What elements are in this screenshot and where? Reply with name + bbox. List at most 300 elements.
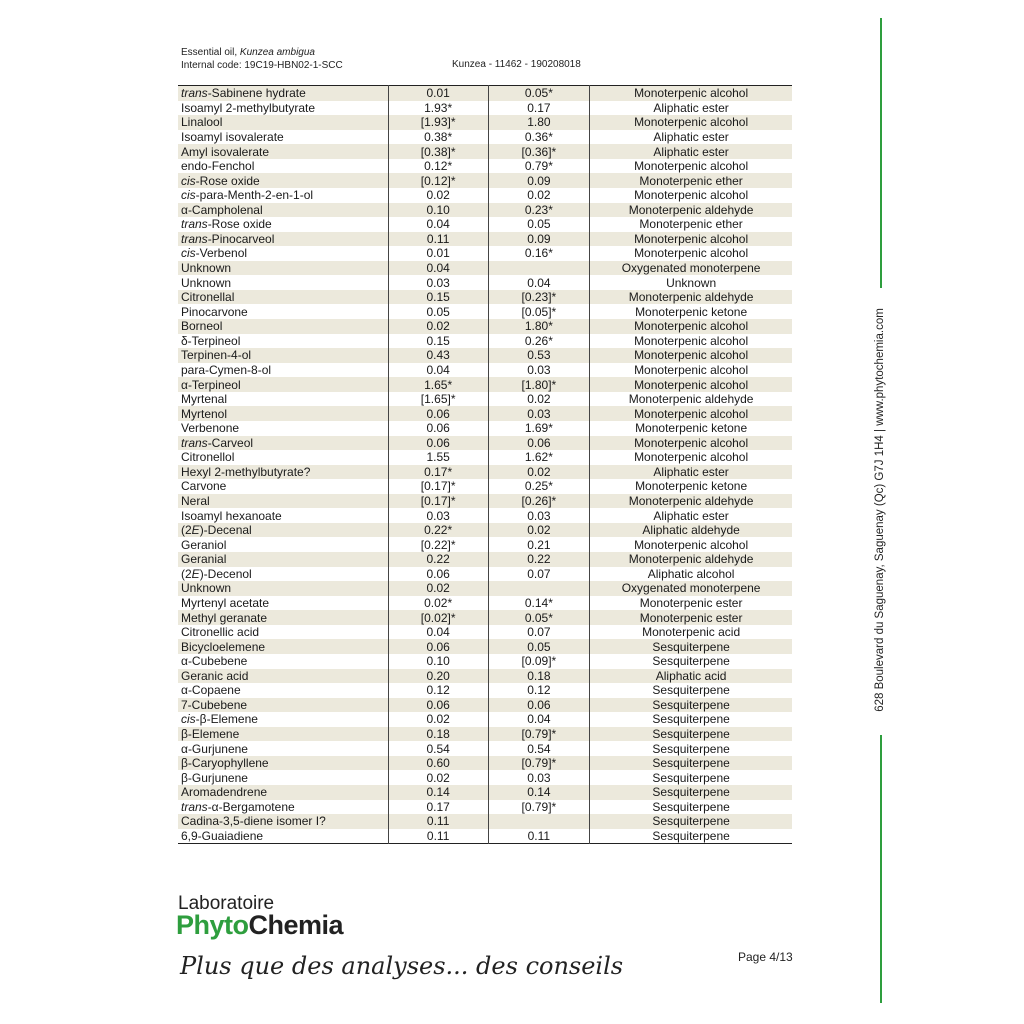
value-col-1: 0.18 [388, 727, 488, 742]
compound-name [178, 698, 388, 713]
compound-class: Sesquiterpene [590, 654, 792, 669]
compound-name [178, 115, 388, 130]
compound-class: Sesquiterpene [590, 829, 792, 844]
value-col-1: 0.02 [388, 581, 488, 596]
table-row [178, 377, 792, 392]
compound-name-text: Bicycloelemene [181, 639, 266, 654]
compound-name-text: Cadina-3,5-diene isomer I? [181, 814, 326, 829]
value-col-1: 0.04 [388, 363, 488, 378]
composition-rows [178, 86, 792, 844]
compound-name-text: Geranial [181, 552, 227, 567]
value-col-1: 1.55 [388, 450, 488, 465]
compound-name-text: β-Caryophyllene [181, 756, 269, 771]
value-col-2: 0.03 [488, 406, 590, 421]
compound-name [178, 770, 388, 785]
value-col-1: 0.17* [388, 465, 488, 480]
compound-name-text: -Carveol [207, 435, 254, 450]
table-row [178, 392, 792, 407]
compound-class: Monoterpenic alcohol [590, 232, 792, 247]
compound-name-text: Myrtenol [181, 406, 228, 421]
compound-class: Oxygenated monoterpene [590, 261, 792, 276]
compound-class: Sesquiterpene [590, 814, 792, 829]
table-row [178, 698, 792, 713]
compound-name-text: Isoamyl hexanoate [181, 508, 282, 523]
compound-name-text: β-Elemene [181, 727, 240, 742]
table-row [178, 363, 792, 378]
value-col-1: 0.11 [388, 814, 488, 829]
compound-name-text: Hexyl 2-methylbutyrate? [181, 464, 311, 479]
sidebar-rule-top [880, 18, 882, 288]
compound-name-text: Verbenone [181, 421, 240, 436]
value-col-1: [0.02]* [388, 610, 488, 625]
compound-name [178, 436, 388, 451]
table-row [178, 479, 792, 494]
compound-class: Monoterpenic ester [590, 610, 792, 625]
logo-part-2: to [224, 910, 249, 940]
compound-name-text: -Rose oxide [207, 217, 272, 232]
value-col-2: 0.53 [488, 348, 590, 363]
table-row [178, 275, 792, 290]
address-text: 628 Boulevard du Saguenay, Saguenay (Qc) G7J 1H4 | www.phytochemia.com [874, 308, 886, 712]
value-col-2: 0.12 [488, 683, 590, 698]
compound-class: Unknown [590, 275, 792, 290]
table-row [178, 654, 792, 669]
species-name: Kunzea ambigua [239, 47, 315, 58]
value-col-1: 0.05 [388, 304, 488, 319]
compound-class: Monoterpenic aldehyde [590, 203, 792, 218]
value-col-1: [1.65]* [388, 392, 488, 407]
compound-name [178, 567, 388, 582]
value-col-2: 0.17 [488, 101, 590, 116]
compound-name [178, 304, 388, 319]
value-col-1: 0.10 [388, 203, 488, 218]
compound-class: Monoterpenic aldehyde [590, 290, 792, 305]
compound-name [178, 232, 388, 247]
table-row [178, 567, 792, 582]
compound-class: Monoterpenic aldehyde [590, 494, 792, 509]
compound-name-text: Isoamyl isovalerate [181, 129, 284, 144]
compound-class: Monoterpenic aldehyde [590, 392, 792, 407]
value-col-1: 0.06 [388, 406, 488, 421]
compound-name [178, 392, 388, 407]
compound-name [178, 800, 388, 815]
table-row [178, 450, 792, 465]
value-col-1: 0.03 [388, 508, 488, 523]
compound-name [178, 741, 388, 756]
value-col-2: [0.79]* [488, 800, 590, 815]
compound-name-text: Unknown [181, 275, 232, 290]
value-col-2: 0.22 [488, 552, 590, 567]
value-col-2: 0.02 [488, 523, 590, 538]
compound-name [178, 130, 388, 145]
value-col-2: 0.07 [488, 567, 590, 582]
compound-name-text: Geraniol [181, 537, 227, 552]
value-col-1: [1.93]* [388, 115, 488, 130]
compound-class: Aliphatic acid [590, 669, 792, 684]
compound-name-text: α-Terpineol [181, 377, 241, 392]
value-col-2: 0.14 [488, 785, 590, 800]
compound-name [178, 479, 388, 494]
value-col-1: 0.06 [388, 567, 488, 582]
table-row [178, 625, 792, 640]
table-row [178, 800, 792, 815]
compound-name [178, 639, 388, 654]
table-row [178, 712, 792, 727]
logo-part-1: Phy [176, 910, 225, 940]
table-row [178, 770, 792, 785]
value-col-1: 0.02* [388, 596, 488, 611]
value-col-1: [0.22]* [388, 537, 488, 552]
compound-class: Monoterpenic alcohol [590, 363, 792, 378]
compound-class: Monoterpenic alcohol [590, 436, 792, 451]
value-col-1: [0.38]* [388, 144, 488, 159]
table-row [178, 596, 792, 611]
compound-name [178, 406, 388, 421]
logo-part-3: Chemia [248, 910, 344, 940]
composition-table [178, 85, 792, 844]
table-row [178, 246, 792, 261]
table-row [178, 115, 792, 130]
compound-name [178, 101, 388, 116]
compound-name [178, 552, 388, 567]
value-col-2: [0.79]* [488, 727, 590, 742]
value-col-2: 1.80* [488, 319, 590, 334]
table-row [178, 304, 792, 319]
value-col-2: [0.05]* [488, 304, 590, 319]
compound-class: Monoterpenic ketone [590, 304, 792, 319]
compound-class: Aliphatic ester [590, 508, 792, 523]
table-row [178, 669, 792, 684]
compound-name-text: 7-Cubebene [181, 697, 248, 712]
compound-name [178, 246, 388, 261]
table-row [178, 727, 792, 742]
value-col-2: 0.05 [488, 217, 590, 232]
compound-class: Sesquiterpene [590, 800, 792, 815]
value-col-2: 1.69* [488, 421, 590, 436]
compound-class: Monoterpenic aldehyde [590, 552, 792, 567]
table-row [178, 829, 792, 844]
compound-name [178, 173, 388, 188]
compound-name [178, 144, 388, 159]
value-col-1: 0.02 [388, 188, 488, 203]
value-col-1: 0.14 [388, 785, 488, 800]
value-col-1: [0.12]* [388, 173, 488, 188]
compound-name-text: Neral [181, 494, 210, 509]
compound-name [178, 814, 388, 829]
compound-class: Monoterpenic ether [590, 173, 792, 188]
value-col-1: 0.60 [388, 756, 488, 771]
value-col-1: 1.65* [388, 377, 488, 392]
table-row [178, 683, 792, 698]
table-row [178, 159, 792, 174]
value-col-2: 0.06 [488, 436, 590, 451]
table-row [178, 173, 792, 188]
value-col-2: 0.18 [488, 669, 590, 684]
table-row [178, 785, 792, 800]
compound-class: Aliphatic ester [590, 130, 792, 145]
value-col-2: 0.07 [488, 625, 590, 640]
value-col-2: [0.09]* [488, 654, 590, 669]
compound-class: Sesquiterpene [590, 712, 792, 727]
table-row [178, 261, 792, 276]
value-col-2: 0.05* [488, 610, 590, 625]
compound-name [178, 203, 388, 218]
compound-class: Sesquiterpene [590, 639, 792, 654]
compound-name-text: Myrtenyl acetate [181, 595, 270, 610]
compound-name [178, 683, 388, 698]
compound-class: Monoterpenic alcohol [590, 115, 792, 130]
compound-name-text: Linalool [181, 115, 223, 130]
table-row [178, 639, 792, 654]
table-row [178, 494, 792, 509]
value-col-2: 0.36* [488, 130, 590, 145]
value-col-2: 0.23* [488, 203, 590, 218]
compound-name [178, 86, 388, 101]
compound-class: Monoterpenic alcohol [590, 86, 792, 101]
compound-name-text: Isoamyl 2-methylbutyrate [181, 100, 316, 115]
value-col-1: 0.11 [388, 232, 488, 247]
compound-name-text: 6,9-Guaiadiene [181, 828, 264, 843]
value-col-2: 0.04 [488, 712, 590, 727]
value-col-2: 0.05 [488, 639, 590, 654]
table-row [178, 334, 792, 349]
value-col-2 [488, 581, 590, 596]
compound-name [178, 669, 388, 684]
compound-prefix: cis [181, 246, 196, 261]
compound-name-text: α-Gurjunene [181, 741, 248, 756]
compound-name-text: Unknown [181, 581, 232, 596]
compound-class: Monoterpenic alcohol [590, 537, 792, 552]
compound-name-text: -Sabinene hydrate [207, 86, 306, 101]
table-row [178, 348, 792, 363]
compound-class: Sesquiterpene [590, 785, 792, 800]
compound-name-text: -β-Elemene [195, 712, 258, 727]
compound-class: Monoterpenic alcohol [590, 159, 792, 174]
table-row [178, 290, 792, 305]
table-row [178, 421, 792, 436]
compound-class: Sesquiterpene [590, 683, 792, 698]
stereo-descriptor: E [191, 523, 200, 538]
compound-class: Sesquiterpene [590, 727, 792, 742]
compound-class: Aliphatic ester [590, 101, 792, 116]
compound-name [178, 450, 388, 465]
compound-name-text: -Rose oxide [195, 173, 260, 188]
value-col-1: [0.17]* [388, 494, 488, 509]
compound-name [178, 465, 388, 480]
compound-class: Monoterpenic ketone [590, 479, 792, 494]
compound-name-text: -Pinocarveol [207, 231, 275, 246]
value-col-2: 0.02 [488, 465, 590, 480]
value-col-2: 0.26* [488, 334, 590, 349]
value-col-2: 0.02 [488, 188, 590, 203]
compound-class: Aliphatic aldehyde [590, 523, 792, 538]
compound-name-text: -α-Bergamotene [207, 799, 295, 814]
table-row [178, 610, 792, 625]
compound-name-text: Geranic acid [181, 668, 249, 683]
compound-name [178, 159, 388, 174]
page-number: Page 4/13 [738, 950, 793, 964]
compound-name [178, 421, 388, 436]
table-row [178, 101, 792, 116]
compound-class: Monoterpenic alcohol [590, 188, 792, 203]
sidebar-address [868, 300, 892, 720]
table-row [178, 203, 792, 218]
value-col-2: 0.14* [488, 596, 590, 611]
compound-class: Aliphatic ester [590, 144, 792, 159]
compound-prefix: (2 [181, 566, 192, 581]
table-row [178, 406, 792, 421]
compound-name-text: Citronellol [181, 450, 235, 465]
compound-class: Sesquiterpene [590, 756, 792, 771]
compound-prefix: trans [181, 86, 208, 101]
compound-name-text: E)-Decenal [191, 523, 252, 538]
value-col-1: 0.06 [388, 436, 488, 451]
table-row [178, 756, 792, 771]
compound-prefix: trans [181, 435, 208, 450]
compound-name-text: -Verbenol [195, 246, 248, 261]
table-row [178, 741, 792, 756]
value-col-2: [0.79]* [488, 756, 590, 771]
compound-prefix: trans [181, 217, 208, 232]
compound-class: Aliphatic alcohol [590, 567, 792, 582]
table-row [178, 508, 792, 523]
value-col-2: 0.11 [488, 829, 590, 844]
value-col-1: 0.12* [388, 159, 488, 174]
table-row [178, 217, 792, 232]
value-col-1: 0.06 [388, 698, 488, 713]
compound-prefix: cis [181, 712, 196, 727]
value-col-1: 0.02 [388, 770, 488, 785]
compound-name-text: Terpinen-4-ol [181, 348, 252, 363]
compound-class: Monoterpenic acid [590, 625, 792, 640]
value-col-2: 0.02 [488, 392, 590, 407]
value-col-2: 0.79* [488, 159, 590, 174]
compound-name-text: α-Copaene [181, 683, 241, 698]
value-col-2: 0.03 [488, 770, 590, 785]
value-col-1: 0.20 [388, 669, 488, 684]
value-col-2: 0.09 [488, 173, 590, 188]
compound-class: Aliphatic ester [590, 465, 792, 480]
compound-name [178, 348, 388, 363]
compound-name-text: Aromadendrene [181, 785, 268, 800]
compound-class: Monoterpenic ether [590, 217, 792, 232]
value-col-1: 1.93* [388, 101, 488, 116]
compound-class: Monoterpenic ketone [590, 421, 792, 436]
internal-code: Internal code: 19C19-HBN02-1-SCC [181, 60, 343, 71]
document-header [181, 46, 343, 72]
compound-prefix: (2 [181, 523, 192, 538]
compound-name-text: para-Cymen-8-ol [181, 362, 272, 377]
compound-name [178, 610, 388, 625]
compound-name [178, 829, 388, 844]
compound-class: Monoterpenic alcohol [590, 246, 792, 261]
value-col-1: 0.04 [388, 625, 488, 640]
compound-name [178, 727, 388, 742]
compound-class: Monoterpenic alcohol [590, 377, 792, 392]
compound-class: Oxygenated monoterpene [590, 581, 792, 596]
compound-name-text: β-Gurjunene [181, 770, 248, 785]
compound-prefix: cis [181, 173, 196, 188]
table-row [178, 552, 792, 567]
logo-phytochemia [176, 910, 343, 941]
compound-name-text: Citronellic acid [181, 625, 260, 640]
value-col-1: 0.54 [388, 741, 488, 756]
compound-class: Monoterpenic alcohol [590, 406, 792, 421]
compound-name-text: Borneol [181, 319, 223, 334]
stereo-descriptor: E [191, 566, 200, 581]
compound-name [178, 654, 388, 669]
value-col-2: 0.03 [488, 508, 590, 523]
value-col-2 [488, 814, 590, 829]
slogan: Plus que des analyses... des conseils [180, 952, 624, 980]
compound-name [178, 261, 388, 276]
compound-name-text: endo-Fenchol [181, 159, 255, 174]
compound-class: Monoterpenic alcohol [590, 334, 792, 349]
value-col-1: 0.43 [388, 348, 488, 363]
value-col-2: 0.06 [488, 698, 590, 713]
table-row [178, 86, 792, 101]
table-row [178, 319, 792, 334]
sample-reference: Kunzea - 11462 - 190208018 [452, 59, 581, 70]
value-col-1: 0.38* [388, 130, 488, 145]
compound-name-text: Unknown [181, 261, 232, 276]
compound-class: Monoterpenic ester [590, 596, 792, 611]
value-col-1: 0.02 [388, 712, 488, 727]
oil-label: Essential oil, [181, 47, 240, 58]
value-col-1: 0.01 [388, 246, 488, 261]
value-col-2: [0.36]* [488, 144, 590, 159]
table-row [178, 814, 792, 829]
value-col-1: 0.10 [388, 654, 488, 669]
compound-class: Monoterpenic alcohol [590, 319, 792, 334]
table-row [178, 465, 792, 480]
value-col-1: 0.06 [388, 639, 488, 654]
value-col-2: 0.04 [488, 275, 590, 290]
value-col-2 [488, 261, 590, 276]
compound-name [178, 596, 388, 611]
value-col-2: 0.09 [488, 232, 590, 247]
compound-name [178, 363, 388, 378]
compound-name-text: -para-Menth-2-en-1-ol [195, 188, 314, 203]
value-col-1: 0.04 [388, 261, 488, 276]
value-col-1: 0.15 [388, 290, 488, 305]
value-col-2: 1.80 [488, 115, 590, 130]
compound-name [178, 290, 388, 305]
value-col-2: 0.21 [488, 537, 590, 552]
table-row [178, 188, 792, 203]
compound-name [178, 334, 388, 349]
compound-name [178, 756, 388, 771]
value-col-2: 0.16* [488, 246, 590, 261]
compound-name [178, 377, 388, 392]
compound-prefix: trans [181, 231, 208, 246]
compound-name [178, 494, 388, 509]
compound-prefix: cis [181, 188, 196, 203]
value-col-1: 0.04 [388, 217, 488, 232]
value-col-2: 0.54 [488, 741, 590, 756]
table-row [178, 144, 792, 159]
compound-name-text: Citronellal [181, 290, 235, 305]
compound-class: Monoterpenic alcohol [590, 348, 792, 363]
value-col-2: 0.25* [488, 479, 590, 494]
compound-name [178, 523, 388, 538]
compound-name [178, 712, 388, 727]
compound-name-text: Carvone [181, 479, 227, 494]
value-col-2: 0.05* [488, 86, 590, 101]
compound-name [178, 625, 388, 640]
table-row [178, 523, 792, 538]
compound-name-text: E)-Decenol [191, 566, 252, 581]
